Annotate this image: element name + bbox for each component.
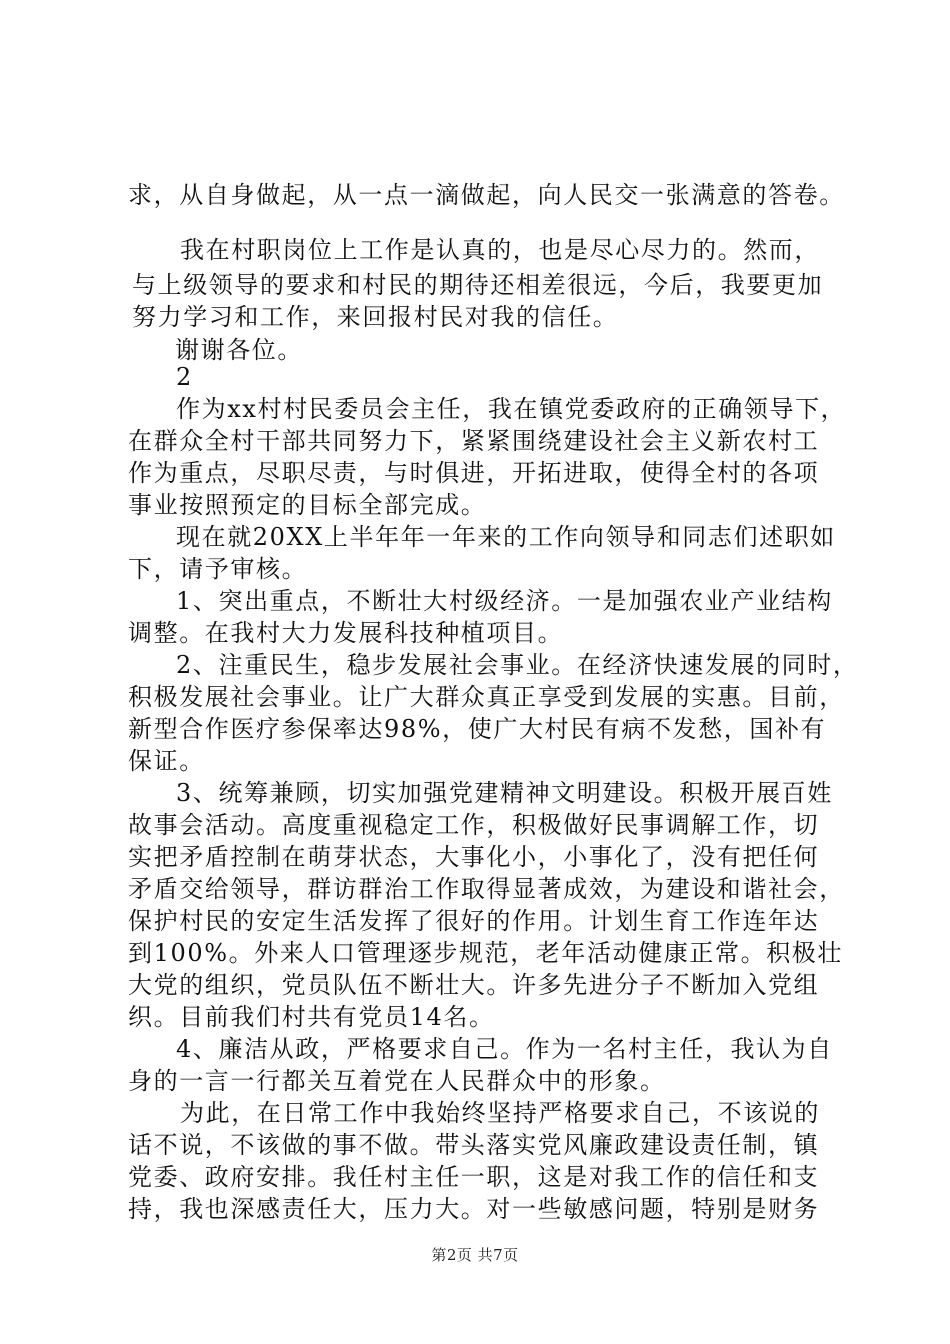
text-line: 织。目前我们村共有党员14名。 [128,1003,495,1031]
text-line: 努力学习和工作，来回报村民对我的信任。 [132,303,619,331]
paragraph-first-line: 谢谢各位。 [175,336,303,364]
paragraph-first-line: 4、廉洁从政，严格要求自己。作为一名村主任，我认为自 [176,1035,833,1063]
text-line: 求，从自身做起，从一点一滴做起，向人民交一张满意的答卷。 [128,181,845,209]
text-line: 到100%。外来人口管理逐步规范，老年活动健康正常。积极壮 [128,939,844,967]
paragraph-first-line: 现在就20XX上半年年一年来的工作向领导和同志们述职如 [176,523,836,551]
paragraph-first-line: 2、注重民生，稳步发展社会事业。在经济快速发展的同时， [176,651,859,679]
text-line: 党委、政府安排。我任村主任一职，这是对我工作的信任和支 [128,1163,820,1191]
text-line: 大党的组织，党员队伍不断壮大。许多先进分子不断加入党组 [128,971,820,999]
text-line: 与上级领导的要求和村民的期待还相差很远，今后，我要更加 [132,271,824,299]
text-line: 积极发展社会事业。让广大群众真正享受到发展的实惠。目前， [128,683,845,711]
text-line: 持，我也深感责任大，压力大。对一些敏感问题，特别是财务 [128,1195,820,1223]
paragraph-first-line: 1、突出重点，不断壮大村级经济。一是加强农业产业结构 [176,587,833,615]
text-line: 矛盾交给领导，群访群治工作取得显著成效，为建设和谐社会， [128,875,845,903]
paragraph-first-line: 我在村职岗位上工作是认真的，也是尽心尽力的。然而， [180,236,820,264]
text-line: 事业按照预定的目标全部完成。 [128,491,487,519]
section-number: 2 [176,363,193,391]
text-line: 话不说，不该做的事不做。带头落实党风廉政建设责任制，镇 [128,1131,820,1159]
text-line: 实把矛盾控制在萌芽状态，大事化小，小事化了，没有把任何 [128,843,820,871]
text-line: 保护村民的安定生活发挥了很好的作用。计划生育工作连年达 [128,907,820,935]
text-line: 故事会活动。高度重视稳定工作，积极做好民事调解工作，切 [128,811,820,839]
text-line: 下，请予审核。 [128,555,308,583]
text-line: 新型合作医疗参保率达98%，使广大村民有病不发愁，国补有 [128,715,827,743]
paragraph-first-line: 3、统筹兼顾，切实加强党建精神文明建设。积极开展百姓 [176,779,833,807]
paragraph-first-line: 为此，在日常工作中我始终坚持严格要求自己，不该说的 [180,1099,820,1127]
text-line: 调整。在我村大力发展科技种植项目。 [128,619,564,647]
text-line: 作为重点，尽职尽责，与时俱进，开拓进取，使得全村的各项 [128,459,820,487]
paragraph-first-line: 作为xx村村民委员会主任，我在镇党委政府的正确领导下， [176,395,847,423]
text-line: 身的一言一行都关互着党在人民群众中的形象。 [128,1067,666,1095]
text-line: 在群众全村干部共同努力下，紧紧围绕建设社会主义新农村工 [128,427,820,455]
page-number-footer: 第2页 共7页 [431,1246,519,1264]
text-line: 保证。 [128,747,205,775]
